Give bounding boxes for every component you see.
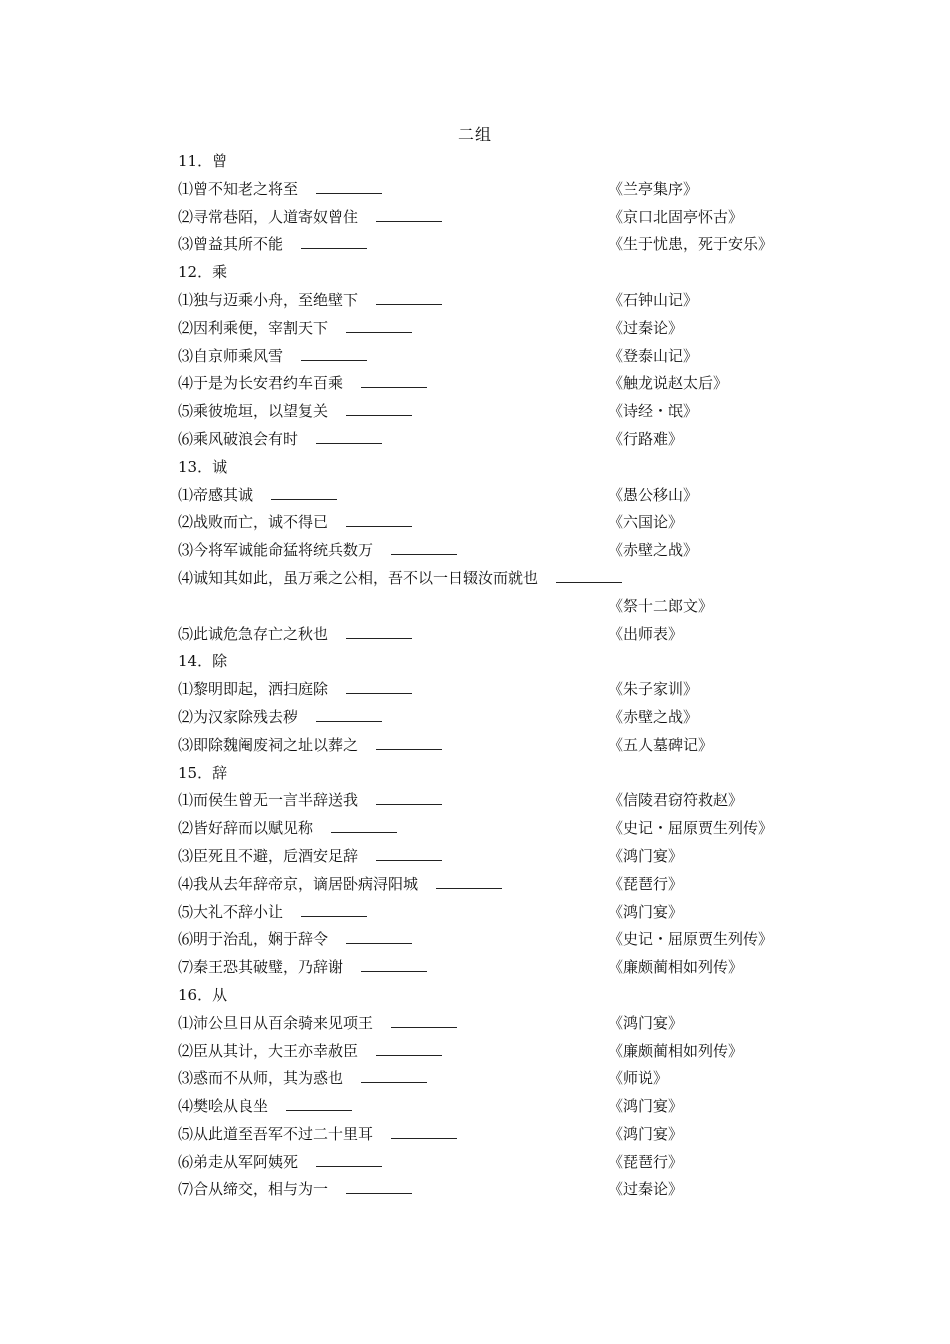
exercise-item bbox=[176, 815, 816, 843]
answer-blank[interactable] bbox=[376, 290, 442, 305]
answer-blank[interactable] bbox=[331, 818, 397, 833]
answer-blank[interactable] bbox=[316, 179, 382, 194]
sentence-text bbox=[178, 1093, 352, 1121]
sentence-label: ⑹乘风破浪会有时 bbox=[178, 429, 299, 448]
source-title: 《琵琶行》 bbox=[608, 1152, 684, 1171]
source-title: 《信陵君窃符救赵》 bbox=[608, 791, 744, 810]
source-title: 《登泰山记》 bbox=[608, 346, 699, 365]
answer-blank[interactable] bbox=[346, 1179, 412, 1194]
exercise-item bbox=[176, 204, 816, 232]
exercise-item bbox=[176, 1065, 816, 1093]
sentence-text bbox=[178, 1010, 457, 1038]
sentence-label: ⑸此诚危急存亡之秋也 bbox=[178, 624, 329, 643]
source-title: 《鸿门宴》 bbox=[608, 846, 684, 865]
sentence-label: ⑶即除魏阉废祠之址以葬之 bbox=[178, 735, 359, 754]
sentence-label: ⑶今将军诚能命猛将统兵数万 bbox=[178, 541, 374, 560]
answer-blank[interactable] bbox=[376, 207, 442, 222]
exercise-item bbox=[176, 899, 816, 927]
source-title: 《廉颇蔺相如列传》 bbox=[608, 1041, 744, 1060]
source-title: 《行路难》 bbox=[608, 429, 684, 448]
exercise-item bbox=[176, 426, 816, 454]
sentence-text bbox=[178, 621, 412, 649]
source-title: 《鸿门宴》 bbox=[608, 1124, 684, 1143]
sentence-text bbox=[178, 704, 382, 732]
answer-blank[interactable] bbox=[316, 429, 382, 444]
exercise-item bbox=[176, 843, 816, 871]
answer-blank[interactable] bbox=[391, 1013, 457, 1028]
answer-blank[interactable] bbox=[301, 234, 367, 249]
exercise-item bbox=[176, 565, 816, 593]
exercise-item bbox=[176, 1121, 816, 1149]
sentence-label: ⑴而侯生曾无一言半辞送我 bbox=[178, 791, 359, 810]
exercise-item bbox=[176, 1038, 816, 1066]
sentence-text bbox=[178, 1038, 442, 1066]
sentence-label: ⑴独与迈乘小舟，至绝壁下 bbox=[178, 290, 359, 309]
source-title: 《触龙说赵太后》 bbox=[608, 374, 729, 393]
exercise-item bbox=[176, 287, 816, 315]
sentence-label: ⑵寻常巷陌，人道寄奴曾住 bbox=[178, 207, 359, 226]
source-title: 《京口北固亭怀古》 bbox=[608, 207, 744, 226]
answer-blank[interactable] bbox=[286, 1096, 352, 1111]
source-title: 《生于忧患，死于安乐》 bbox=[608, 235, 774, 254]
sentence-label: ⑷诚知其如此，虽万乘之公相，吾不以一日辍汝而就也 bbox=[178, 568, 539, 587]
exercise-item bbox=[176, 1176, 816, 1204]
sentence-label: ⑹弟走从军阿姨死 bbox=[178, 1152, 299, 1171]
source-title: 《琵琶行》 bbox=[608, 874, 684, 893]
answer-blank[interactable] bbox=[556, 568, 622, 583]
exercise-item bbox=[176, 954, 816, 982]
exercise-item bbox=[176, 732, 816, 760]
source-title: 《师说》 bbox=[608, 1069, 669, 1088]
sentence-label: ⑶曾益其所不能 bbox=[178, 235, 284, 254]
exercise-item bbox=[176, 343, 816, 371]
sentence-text bbox=[178, 676, 412, 704]
source-title: 《愚公移山》 bbox=[608, 485, 699, 504]
exercise-item bbox=[176, 787, 816, 815]
sentence-label: ⑵皆好辞而以赋见称 bbox=[178, 819, 314, 838]
sentence-text bbox=[178, 1149, 382, 1177]
source-title: 《诗经・氓》 bbox=[608, 402, 699, 421]
answer-blank[interactable] bbox=[376, 790, 442, 805]
answer-blank[interactable] bbox=[391, 540, 457, 555]
sentence-text bbox=[178, 926, 412, 954]
answer-blank[interactable] bbox=[346, 512, 412, 527]
section-heading: 15．辞 bbox=[178, 763, 228, 782]
source-title: 《鸿门宴》 bbox=[608, 1097, 684, 1116]
sentence-label: ⑸乘彼垝垣，以望复关 bbox=[178, 402, 329, 421]
answer-blank[interactable] bbox=[376, 846, 442, 861]
sentence-label: ⑴黎明即起，洒扫庭除 bbox=[178, 680, 329, 699]
answer-blank[interactable] bbox=[346, 401, 412, 416]
sentence-label: ⑺秦王恐其破璧，乃辞谢 bbox=[178, 958, 344, 977]
source-title: 《鸿门宴》 bbox=[608, 902, 684, 921]
answer-blank[interactable] bbox=[361, 957, 427, 972]
sentence-label: ⑷于是为长安君约车百乘 bbox=[178, 374, 344, 393]
sentence-label: ⑵战败而亡，诚不得已 bbox=[178, 513, 329, 532]
exercise-list bbox=[176, 148, 816, 1204]
exercise-item bbox=[176, 871, 816, 899]
sentence-text bbox=[178, 343, 367, 371]
exercise-item bbox=[176, 509, 816, 537]
source-title: 《朱子家训》 bbox=[608, 680, 699, 699]
sentence-label: ⑶惑而不从师，其为惑也 bbox=[178, 1069, 344, 1088]
answer-blank[interactable] bbox=[376, 735, 442, 750]
source-title: 《过秦论》 bbox=[608, 318, 684, 337]
source-title: 《出师表》 bbox=[608, 624, 684, 643]
sentence-text bbox=[178, 954, 427, 982]
answer-blank[interactable] bbox=[301, 346, 367, 361]
sentence-label: ⑶自京师乘风雪 bbox=[178, 346, 284, 365]
sentence-label: ⑵为汉家除残去秽 bbox=[178, 707, 299, 726]
exercise-item bbox=[176, 315, 816, 343]
exercise-item bbox=[176, 176, 816, 204]
sentence-text bbox=[178, 1121, 457, 1149]
sentence-text bbox=[178, 426, 382, 454]
answer-blank[interactable] bbox=[346, 624, 412, 639]
answer-blank[interactable] bbox=[346, 929, 412, 944]
sentence-label: ⑶臣死且不避，卮酒安足辞 bbox=[178, 846, 359, 865]
sentence-text bbox=[178, 287, 442, 315]
sentence-text bbox=[178, 732, 442, 760]
sentence-text bbox=[178, 231, 367, 259]
sentence-text bbox=[178, 482, 337, 510]
source-title: 《兰亭集序》 bbox=[608, 179, 699, 198]
sentence-label: ⑺合从缔交，相与为一 bbox=[178, 1180, 329, 1199]
sentence-label: ⑷樊哙从良坐 bbox=[178, 1097, 269, 1116]
sentence-label: ⑴帝感其诚 bbox=[178, 485, 254, 504]
source-title: 《史记・屈原贾生列传》 bbox=[608, 819, 774, 838]
source-title: 《史记・屈原贾生列传》 bbox=[608, 930, 774, 949]
source-title: 《六国论》 bbox=[608, 513, 684, 532]
exercise-item bbox=[176, 1093, 816, 1121]
sentence-label: ⑸从此道至吾军不过二十里耳 bbox=[178, 1124, 374, 1143]
sentence-label: ⑵因利乘便，宰割天下 bbox=[178, 318, 329, 337]
source-title: 《鸿门宴》 bbox=[608, 1013, 684, 1032]
sentence-text bbox=[178, 204, 442, 232]
answer-blank[interactable] bbox=[301, 902, 367, 917]
exercise-item bbox=[176, 482, 816, 510]
answer-blank[interactable] bbox=[391, 1124, 457, 1139]
source-title: 《祭十二郎文》 bbox=[608, 596, 714, 615]
exercise-item bbox=[176, 593, 816, 621]
sentence-text bbox=[178, 565, 622, 593]
section-heading: 11．曾 bbox=[178, 152, 228, 170]
source-title: 《赤壁之战》 bbox=[608, 707, 699, 726]
answer-blank[interactable] bbox=[316, 1152, 382, 1167]
answer-blank[interactable] bbox=[346, 679, 412, 694]
exercise-item bbox=[176, 676, 816, 704]
answer-blank[interactable] bbox=[316, 707, 382, 722]
sentence-text bbox=[178, 899, 367, 927]
sentence-text bbox=[178, 1065, 427, 1093]
sentence-label: ⑸大礼不辞小让 bbox=[178, 902, 284, 921]
section-heading: 16．从 bbox=[178, 985, 228, 1004]
source-title: 《五人墓碑记》 bbox=[608, 735, 714, 754]
sentence-text bbox=[178, 509, 412, 537]
answer-blank[interactable] bbox=[361, 1068, 427, 1083]
sentence-label: ⑹明于治乱，娴于辞令 bbox=[178, 930, 329, 949]
sentence-text bbox=[178, 871, 502, 899]
sentence-text bbox=[178, 370, 427, 398]
exercise-item bbox=[176, 231, 816, 259]
answer-blank[interactable] bbox=[376, 1041, 442, 1056]
answer-blank[interactable] bbox=[346, 318, 412, 333]
section-heading: 13．诚 bbox=[178, 457, 228, 476]
sentence-label: ⑷我从去年辞帝京，谪居卧病浔阳城 bbox=[178, 874, 419, 893]
source-title: 《过秦论》 bbox=[608, 1180, 684, 1199]
sentence-label: ⑴曾不知老之将至 bbox=[178, 179, 299, 198]
source-title: 《廉颇蔺相如列传》 bbox=[608, 958, 744, 977]
exercise-item bbox=[176, 370, 816, 398]
sentence-text bbox=[178, 537, 457, 565]
page-title: 二组 bbox=[457, 125, 492, 144]
section-heading: 12．乘 bbox=[178, 263, 228, 282]
exercise-item bbox=[176, 1010, 816, 1038]
sentence-label: ⑵臣从其计，大王亦幸赦臣 bbox=[178, 1041, 359, 1060]
answer-blank[interactable] bbox=[271, 485, 337, 500]
sentence-text bbox=[178, 315, 412, 343]
section-heading: 14．除 bbox=[178, 652, 228, 671]
sentence-text bbox=[178, 815, 397, 843]
exercise-item bbox=[176, 704, 816, 732]
sentence-text bbox=[178, 176, 382, 204]
exercise-item bbox=[176, 398, 816, 426]
source-title: 《石钟山记》 bbox=[608, 290, 699, 309]
exercise-item bbox=[176, 537, 816, 565]
exercise-item bbox=[176, 926, 816, 954]
exercise-item bbox=[176, 621, 816, 649]
sentence-text bbox=[178, 843, 442, 871]
sentence-text bbox=[178, 398, 412, 426]
answer-blank[interactable] bbox=[361, 373, 427, 388]
source-title: 《赤壁之战》 bbox=[608, 541, 699, 560]
sentence-text bbox=[178, 787, 442, 815]
exercise-item bbox=[176, 1149, 816, 1177]
sentence-text bbox=[178, 1176, 412, 1204]
sentence-label: ⑴沛公旦日从百余骑来见项王 bbox=[178, 1013, 374, 1032]
answer-blank[interactable] bbox=[436, 874, 502, 889]
